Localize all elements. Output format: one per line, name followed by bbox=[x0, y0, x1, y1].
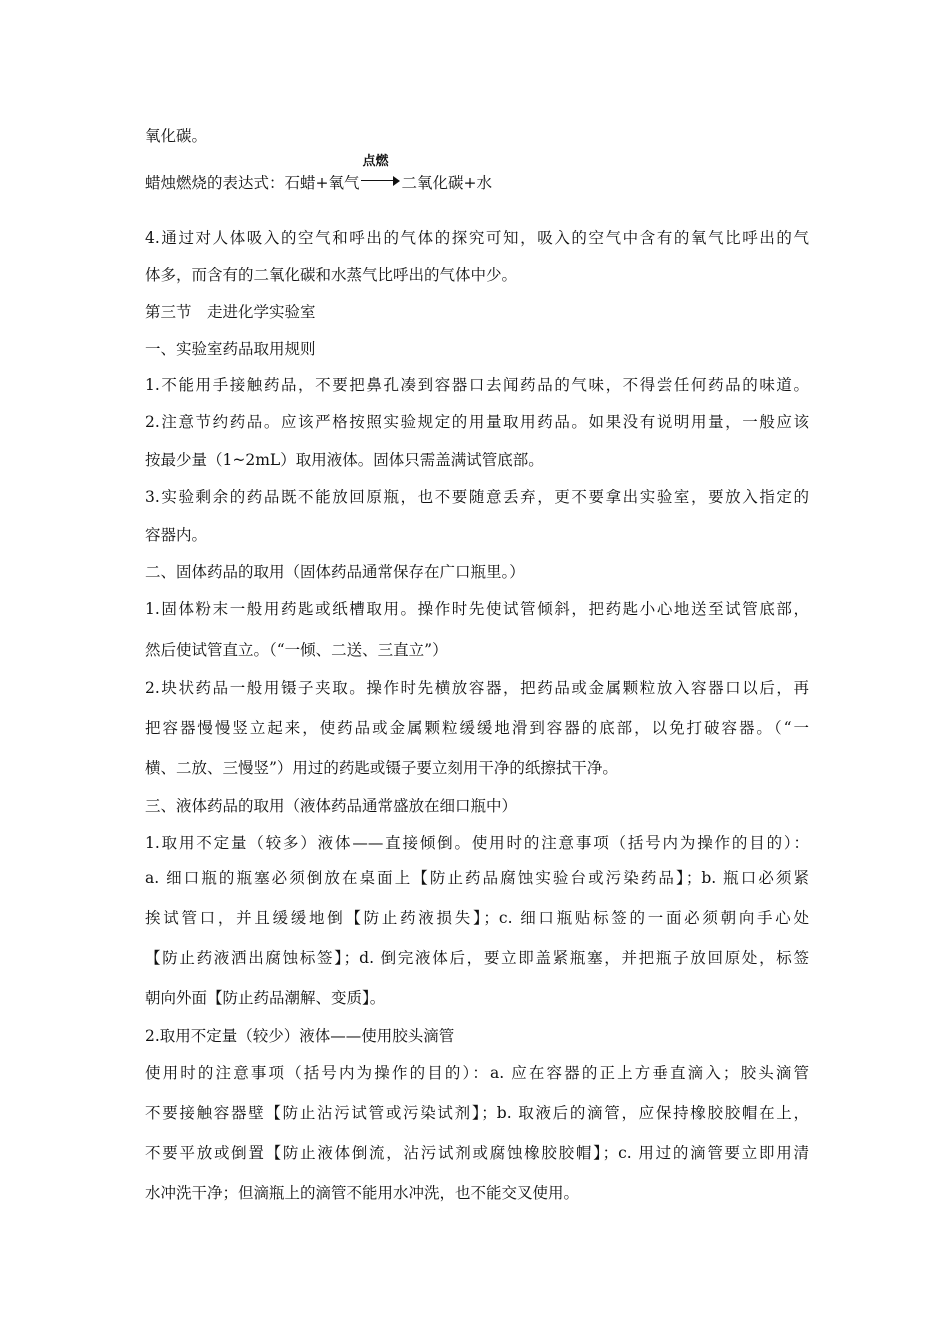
subsection-heading: 三、液体药品的取用（液体药品通常盛放在细口瓶中） bbox=[145, 797, 518, 815]
equation-line bbox=[145, 154, 809, 193]
text-line: 按最少量（1~2mL）取用液体。固体只需盖满试管底部。 bbox=[145, 451, 544, 469]
text-line: 挨试管口，并且缓缓地倒【防止药液损失】；c. 细口瓶贴标签的一面必须朝向手心处 bbox=[145, 909, 809, 927]
text-line: 1.取用不定量（较多）液体——直接倾倒。使用时的注意事项（括号内为操作的目的）： bbox=[145, 834, 809, 852]
text-line: 容器内。 bbox=[145, 526, 208, 544]
text-line: 氧化碳。 bbox=[145, 127, 208, 145]
text-line: 横、二放、三慢竖”）用过的药匙或镊子要立刻用干净的纸擦拭干净。 bbox=[145, 759, 618, 777]
text-line: 不要接触容器壁【防止沾污试管或污染试剂】；b. 取液后的滴管，应保持橡胶胶帽在上， bbox=[145, 1104, 809, 1122]
text-line: a. 细口瓶的瓶塞必须倒放在桌面上【防止药品腐蚀实验台或污染药品】；b. 瓶口必须紧 bbox=[145, 869, 809, 887]
text-line: 2.注意节约药品。应该严格按照实验规定的用量取用药品。如果没有说明用量，一般应该 bbox=[145, 413, 809, 431]
text-line: 1.固体粉末一般用药匙或纸槽取用。操作时先使试管倾斜，把药匙小心地送至试管底部， bbox=[145, 600, 809, 618]
text-line: 1.不能用手接触药品，不要把鼻孔凑到容器口去闻药品的气味，不得尝任何药品的味道。 bbox=[145, 376, 809, 394]
subsection-heading: 一、实验室药品取用规则 bbox=[145, 340, 316, 358]
text-line: 把容器慢慢竖立起来，使药品或金属颗粒缓缓地滑到容器的底部，以免打破容器。（“一 bbox=[145, 719, 809, 737]
equation-products: 二氧化碳+水 bbox=[401, 174, 492, 192]
text-line: 水冲洗干净；但滴瓶上的滴管不能用水冲洗，也不能交叉使用。 bbox=[145, 1184, 580, 1202]
text-line: 不要平放或倒置【防止液体倒流，沾污试剂或腐蚀橡胶胶帽】；c. 用过的滴管要立即用清 bbox=[145, 1144, 809, 1162]
text-line: 3.实验剩余的药品既不能放回原瓶，也不要随意丢弃，更不要拿出实验室，要放入指定的 bbox=[145, 488, 809, 506]
reaction-condition: 点燃 bbox=[362, 154, 389, 169]
text-line: 4.通过对人体吸入的空气和呼出的气体的探究可知，吸入的空气中含有的氧气比呼出的气 bbox=[145, 229, 809, 247]
text-line: 2.取用不定量（较少）液体——使用胶头滴管 bbox=[145, 1027, 455, 1045]
text-line: 朝向外面【防止药品潮解、变质】。 bbox=[145, 989, 386, 1007]
text-line: 然后使试管直立。（“一倾、二送、三直立”） bbox=[145, 641, 448, 659]
subsection-heading: 二、固体药品的取用（固体药品通常保存在广口瓶里。） bbox=[145, 563, 525, 581]
text-line: 使用时的注意事项（括号内为操作的目的）：a. 应在容器的正上方垂直滴入；胶头滴管 bbox=[145, 1064, 809, 1082]
text-line: 2.块状药品一般用镊子夹取。操作时先横放容器，把药品或金属颗粒放入容器口以后，再 bbox=[145, 679, 809, 697]
section-heading: 第三节 走进化学实验室 bbox=[145, 303, 316, 321]
text-line: 体多，而含有的二氧化碳和水蒸气比呼出的气体中少。 bbox=[145, 266, 518, 284]
equation-reactants: 蜡烛燃烧的表达式：石蜡+氧气 bbox=[145, 174, 360, 192]
text-line: 【防止药液洒出腐蚀标签】；d. 倒完液体后，要立即盖紧瓶塞，并把瓶子放回原处，标签 bbox=[145, 949, 809, 967]
reaction-arrow-icon bbox=[361, 154, 401, 190]
